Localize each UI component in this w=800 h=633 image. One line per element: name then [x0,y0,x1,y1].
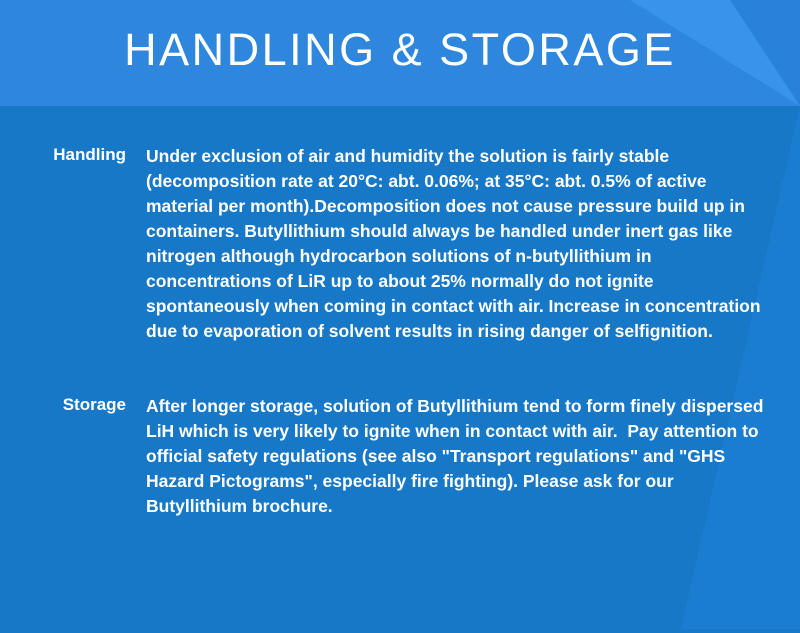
slide-header [0,0,800,106]
page-title: HANDLING & STORAGE [124,24,676,75]
section-text-handling: Under exclusion of air and humidity the solution is fairly stable (decomposition rate at 20°C: abt. 0.06%; at 35°C: abt. 0.5% of active material per month).Decomposition does not cause pressure build up in containers. Butyllithium should always be handled under inert gas like nitrogen although hydrocarbon solutions of n-butyllithium in concentrations of LiR up to about 25% normally do not ignite spontaneously when coming in contact with air. Increase in concentration due to evaporation of solvent results in rising danger of selfignition. [146,146,766,341]
footer-strip [0,629,800,633]
section-text-storage: After longer storage, solution of Butyllithium tend to form finely dispersed LiH which is very likely to ignite when in contact with air. Pay attention to official safety regulations (see also "Transport regulations" and "GHS Hazard Pictograms", especially fire fighting). Please ask for our Butyllithium brochure. [146,396,769,516]
section-label-handling: Handling [53,145,126,164]
slide-body [0,106,800,633]
section-label-storage: Storage [62,395,126,414]
